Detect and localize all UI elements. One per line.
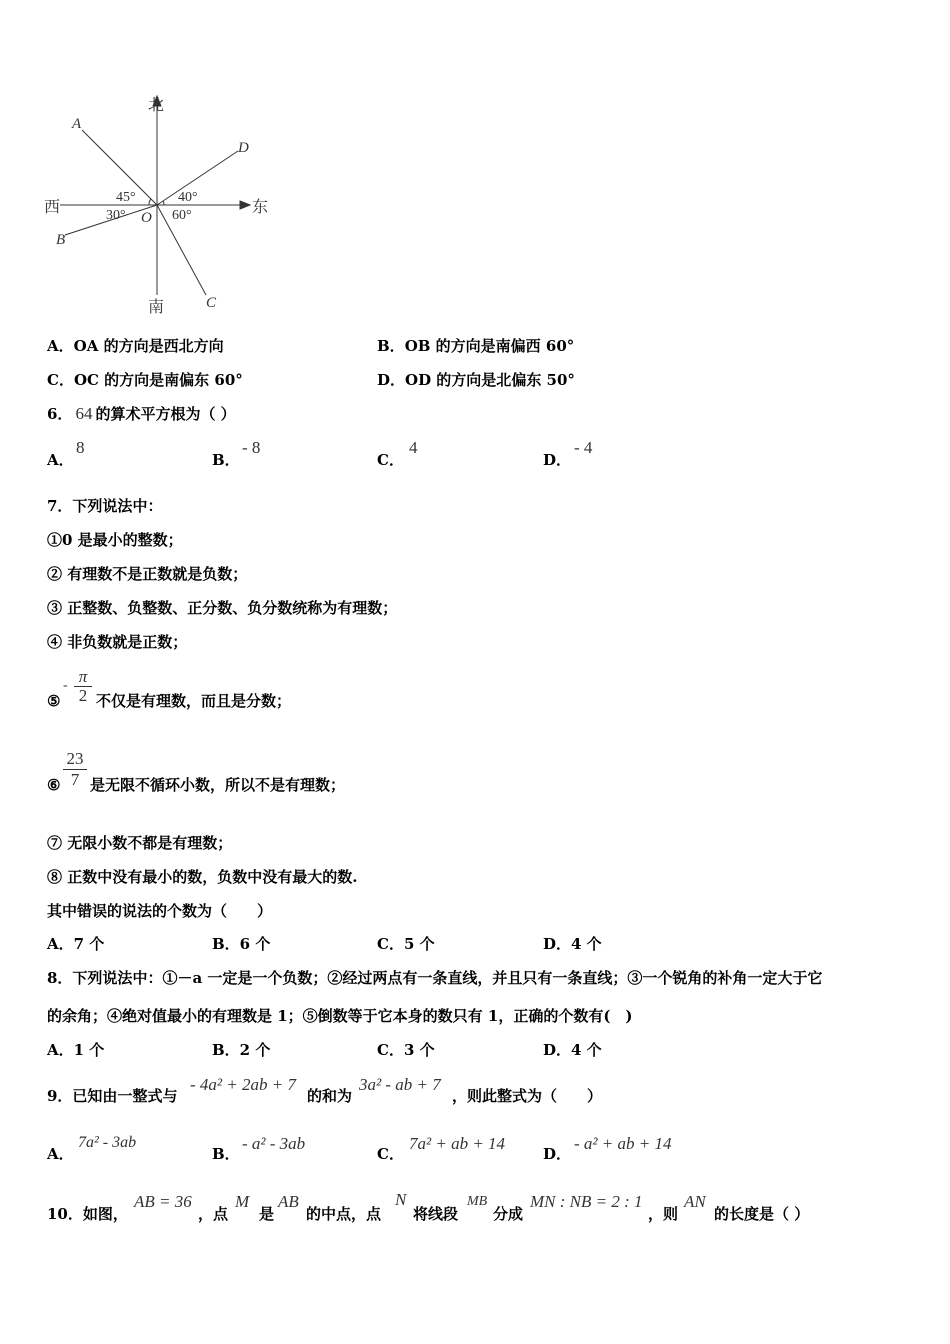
label-D: D: [238, 140, 249, 156]
q7-statement-6-mark: ⑥: [47, 776, 61, 794]
q6-option-c-value: 4: [409, 438, 418, 457]
q9-option-c-letter: C．: [377, 1145, 404, 1163]
q6-option-d-letter: D．: [543, 451, 572, 469]
q10-math-mb: MB: [467, 1194, 488, 1209]
q9-option-c-expr: 7a² + ab + 14: [409, 1134, 506, 1153]
fraction-denominator: 7: [70, 770, 80, 789]
q9-stem-part-1: 9．已知由一整式与: [47, 1087, 178, 1105]
q6-option-b-letter: B．: [212, 451, 240, 469]
q6-radicand: 64: [75, 404, 93, 423]
q10-math-ab-36: AB = 36: [134, 1192, 192, 1211]
label-C: C: [206, 295, 217, 311]
q10-stem-part-4: 的中点，点: [306, 1205, 382, 1223]
q7-statement-5-text: 不仅是有理数，而且是分数；: [96, 692, 292, 710]
q8-option-c: C．3 个: [377, 1041, 435, 1059]
q7-question: 其中错误的说法的个数为（ ）: [47, 902, 273, 920]
q9-option-d-expr: - a² + ab + 14: [574, 1134, 672, 1153]
q10-stem-part-1: 10．如图，: [47, 1205, 128, 1223]
q7-statement-7: ⑦ 无限小数不都是有理数；: [47, 834, 233, 852]
angle-label-45: 45°: [116, 190, 136, 205]
angle-label-30: 30°: [106, 208, 126, 223]
q8-option-b: B．2 个: [212, 1041, 271, 1059]
fraction-pi-over-2: [74, 668, 92, 705]
label-A: A: [72, 116, 82, 132]
q9-expression-1: - 4a² + 2ab + 7: [190, 1075, 296, 1094]
angle-label-60: 60°: [172, 208, 192, 223]
q5-option-b: B．OB 的方向是南偏西 60°: [377, 337, 575, 355]
q8-option-d: D．4 个: [543, 1041, 602, 1059]
q7-statement-4: ④ 非负数就是正数；: [47, 633, 188, 651]
q6-option-b-value: - 8: [242, 438, 261, 457]
label-north: 北: [148, 97, 165, 114]
q8-option-a: A．1 个: [47, 1041, 105, 1059]
q7-option-b: B．6 个: [212, 935, 271, 953]
q8-stem-line-2: 的余角；④绝对值最小的有理数是 1；⑤倒数等于它本身的数只有 1，正确的个数有( ): [47, 1007, 633, 1025]
q9-stem-part-3: ，则此整式为（ ）: [452, 1087, 603, 1105]
label-east: 东: [252, 199, 269, 216]
q6-option-d-value: - 4: [574, 438, 593, 457]
q7-statement-6-text: 是无限不循环小数，所以不是有理数；: [90, 776, 346, 794]
q10-stem-part-6: 分成: [493, 1205, 524, 1223]
q8-stem-line-1: 8．下列说法中：①－a 一定是一个负数；②经过两点有一条直线，并且只有一条直线；③一个锐角的补角一定大于它: [47, 969, 823, 987]
q7-statement-1: ①0 是最小的整数；: [47, 531, 183, 549]
q7-statement-5-mark: ⑤: [47, 692, 61, 710]
q10-stem-part-3: 是: [259, 1205, 275, 1223]
q9-option-a-letter: A．: [47, 1145, 74, 1163]
q9-expression-2: 3a² - ab + 7: [359, 1075, 441, 1094]
angle-arc-nw: [149, 199, 151, 205]
q10-stem-part-8: 的长度是（ ）: [714, 1205, 810, 1223]
fraction-denominator: 2: [78, 686, 88, 705]
q10-math-ab: AB: [278, 1192, 299, 1211]
q7-stem: 7．下列说法中：: [47, 497, 163, 515]
fraction-numerator: 23: [66, 749, 84, 768]
q9-option-b-letter: B．: [212, 1145, 240, 1163]
q9-option-a-expr: 7a² - 3ab: [78, 1134, 137, 1151]
q9-option-b-expr: - a² - 3ab: [242, 1134, 306, 1153]
angle-label-40: 40°: [178, 190, 198, 205]
q7-statement-5-sign: -: [63, 678, 68, 693]
q9-option-d-letter: D．: [543, 1145, 572, 1163]
q5-option-c: C．OC 的方向是南偏东 60°: [47, 371, 243, 389]
label-south: 南: [148, 299, 165, 316]
q7-option-c: C．5 个: [377, 935, 435, 953]
fraction-23-over-7: [63, 749, 87, 790]
q10-stem-part-2: ，点: [198, 1205, 229, 1223]
east-arrow: [240, 201, 250, 209]
q7-option-d: D．4 个: [543, 935, 602, 953]
q10-math-n: N: [395, 1190, 407, 1209]
angle-arc-ne: [163, 201, 164, 205]
q10-math-m: M: [235, 1192, 250, 1211]
q7-statement-8: ⑧ 正数中没有最小的数，负数中没有最大的数.: [47, 868, 358, 886]
label-O: O: [141, 210, 152, 226]
q7-statement-2: ② 有理数不是正数就是负数；: [47, 565, 248, 583]
q7-option-a: A．7 个: [47, 935, 105, 953]
label-B: B: [56, 232, 66, 248]
q6-option-c-letter: C．: [377, 451, 404, 469]
q6-option-a-letter: A．: [47, 451, 74, 469]
q10-stem-part-5: 将线段: [413, 1205, 459, 1223]
q5-option-a: A．OA 的方向是西北方向: [47, 337, 224, 355]
q5-option-d: D．OD 的方向是北偏东 50°: [377, 371, 575, 389]
direction-diagram: [40, 90, 280, 320]
q6-option-a-value: 8: [76, 438, 85, 457]
q10-stem-part-7: ，则: [648, 1205, 679, 1223]
q10-math-an: AN: [684, 1192, 706, 1211]
q9-stem-part-2: 的和为: [307, 1087, 353, 1105]
q7-statement-3: ③ 正整数、负整数、正分数、负分数统称为有理数；: [47, 599, 398, 617]
q6-stem: 6． 64 的算术平方根为（ ）: [47, 404, 236, 423]
label-west: 西: [44, 199, 61, 216]
fraction-numerator: π: [78, 667, 88, 686]
q10-math-ratio: MN : NB = 2 : 1: [530, 1192, 643, 1211]
